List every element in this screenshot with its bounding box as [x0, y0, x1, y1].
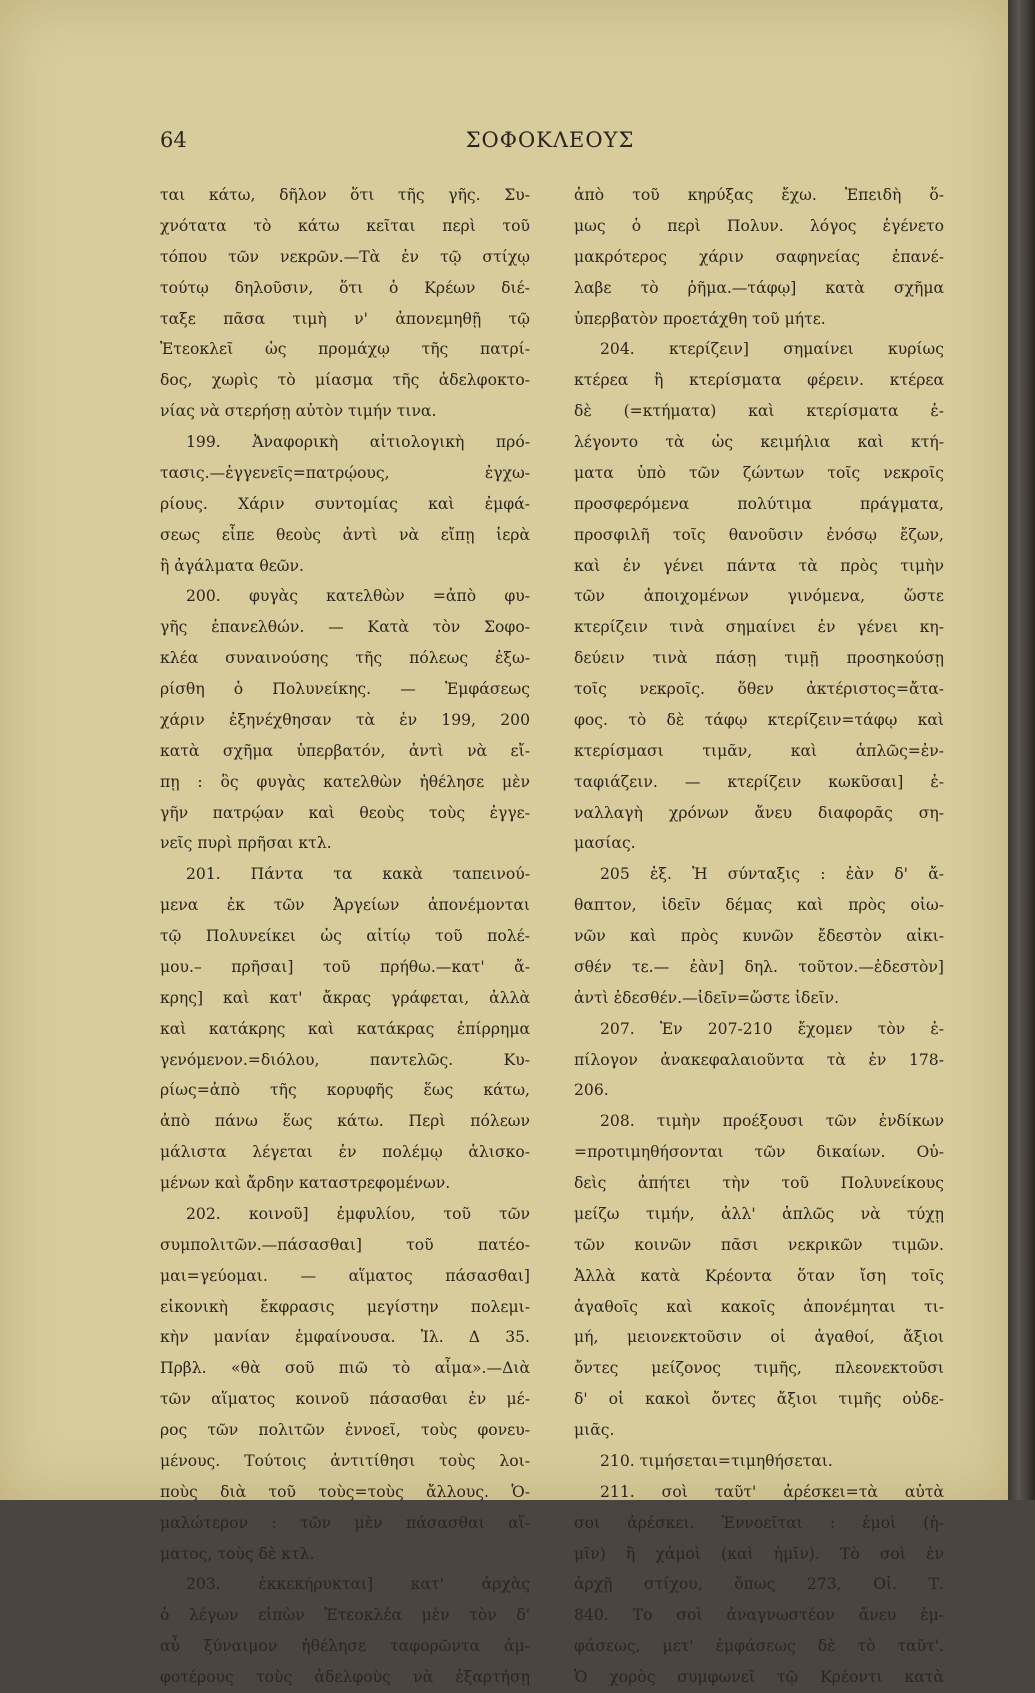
text-line: μάλιστα λέγεται ἐν πολέμῳ ἁλισκο- [160, 1143, 530, 1162]
text-line: 201. Πάντα τα κακὰ ταπεινού- [186, 865, 530, 884]
text-line: ματα ὑπὸ τῶν ζώντων τοῖς νεκροῖς [574, 463, 944, 482]
text-line: φος. τὸ δὲ τάφῳ κτερίζειν=τάφῳ καὶ [574, 710, 944, 729]
text-line: μαι=γεύομαι. — αἵματος πάσασθαι] [160, 1266, 530, 1285]
text-line: γενόμενον.=διόλου, παντελῶς. Κυ- [160, 1050, 530, 1069]
text-line: μενα ἐκ τῶν Ἀργείων ἀπονέμονται [160, 896, 530, 915]
text-line: Πρβλ. «θὰ σοῦ πιῶ τὸ αἷμα».—Διὰ [160, 1359, 530, 1378]
text-line: μαλώτερον : τῶν μὲν πάσασθαι αἵ- [160, 1513, 530, 1532]
text-line: 200. φυγὰς κατελθὼν =ἀπὸ φυ- [186, 587, 530, 606]
text-line: λαβε τὸ ῥῆμα.—τάφῳ] κατὰ σχῆμα [574, 278, 944, 297]
text-line: ρίως=ἀπὸ τῆς κορυφῆς ἕως κάτω, [160, 1081, 530, 1100]
text-line: λέγοντο τὰ ὡς κειμήλια καὶ κτή- [574, 433, 944, 451]
text-line: τοῖς νεκροῖς. ὅθεν ἀκτέριστος=ἄτα- [574, 680, 944, 698]
text-line: καὶ κατάκρης καὶ κατάκρας ἐπίρρημα [160, 1019, 530, 1038]
text-line: προσφερόμενα πολύτιμα πράγματα, [574, 494, 944, 513]
text-line: Ὁ χορὸς συμφωνεῖ τῷ Κρέοντι κατὰ [574, 1668, 944, 1686]
text-line: ὄντες μείζονος τιμῆς, πλεονεκτοῦσι [574, 1359, 944, 1378]
text-line: δος, χωρὶς τὸ μίασμα τῆς ἀδελφοκτο- [160, 371, 530, 390]
text-line: 211. σοὶ ταῦτ' ἀρέσκει=τὰ αὐτὰ [600, 1482, 944, 1501]
text-line: 207. Ἐν 207-210 ἔχομεν τὸν ἐ- [600, 1019, 944, 1038]
text-line: νίας νὰ στερήσῃ αὐτὸν τιμήν τινα. [160, 402, 437, 421]
text-line: 202. κοινοῦ] ἐμφυλίου, τοῦ τῶν [186, 1204, 530, 1223]
text-line: αὖ ξύναιμον ἠθέλησε ταφορῶντα ἀμ- [160, 1637, 530, 1656]
text-line: μῖν) ἢ χἀμοὶ (καὶ ἡμῖν). Τὸ σοὶ ἐν [574, 1544, 944, 1563]
text-line: τῶν κοινῶν πᾶσι νεκρικῶν τιμῶν. [574, 1235, 944, 1254]
right-column [574, 180, 944, 1693]
text-line: προσφιλῆ τοῖς θανοῦσιν ἐνόσῳ ἔζων, [574, 525, 944, 544]
text-line: Ἐτεοκλεῖ ὡς προμάχῳ τῆς πατρί- [160, 340, 530, 359]
text-line: πῃ : ὃς φυγὰς κατελθὼν ἠθέλησε μὲν [160, 772, 530, 791]
text-line: γῆν πατρῴαν καὶ θεοὺς τοὺς ἐγγε- [160, 803, 530, 822]
running-title: ΣΟΦΟΚΛΕΟΥΣ [465, 128, 635, 152]
text-line: καὶ ἐν γένει πάντα τὰ πρὸς τιμὴν [574, 556, 944, 575]
text-line: ἀγαθοῖς καὶ κακοῖς ἀπονέμηται τι- [574, 1297, 944, 1316]
text-line: μένων καὶ ἄρδην καταστρεφομένων. [160, 1174, 451, 1192]
text-line: 205 ἑξ. Ἡ σύνταξις : ἐὰν δ' ἄ- [600, 865, 944, 884]
text-line: μένους. Τούτοις ἀντιτίθησι τοὺς λοι- [160, 1451, 530, 1470]
text-line: μασίας. [574, 834, 636, 853]
text-line: φάσεως, μετ' ἐμφάσεως δὲ τὸ ταῦτ'. [574, 1637, 944, 1656]
text-line: τούτῳ δηλοῦσιν, ὅτι ὁ Κρέων διέ- [160, 278, 530, 297]
text-line: μακρότερος χάριν σαφηνείας ἐπανέ- [574, 247, 944, 266]
text-line: σεως εἶπε θεοὺς ἀντὶ νὰ εἴπῃ ἱερὰ [160, 525, 530, 544]
text-line: 204. κτερίζειν] σημαίνει κυρίως [600, 340, 944, 359]
text-line: 199. Ἀναφορικὴ αἰτιολογικὴ πρό- [186, 433, 530, 451]
text-line: σθέν τε.— ἐὰν] δηλ. τοῦτον.—ἐδεστὸν] [574, 957, 944, 976]
left-column [160, 180, 530, 1693]
text-line: =προτιμηθήσονται τῶν δικαίων. Οὐ- [574, 1143, 944, 1162]
text-line: ἀπὸ πάνω ἕως κάτω. Περὶ πόλεων [160, 1112, 530, 1131]
text-line: κτέρεα ἢ κτερίσματα φέρειν. κτέρεα [574, 371, 944, 390]
text-line: 840. Το σοὶ ἀναγνωστέον ἄνευ ἐμ- [574, 1606, 944, 1625]
text-line: δ' οἱ κακοὶ ὄντες ἄξιοι τιμῆς οὐδε- [574, 1390, 944, 1409]
page-number: 64 [160, 128, 187, 152]
text-line: χνότατα τὸ κάτω κεῖται περὶ τοῦ [160, 216, 530, 235]
text-line: κτερίσμασι τιμᾶν, καὶ ἁπλῶς=ἐν- [574, 741, 944, 760]
text-line: τασις.—ἐγγενεῖς=πατρῴους, ἐγχω- [160, 463, 530, 482]
text-line: τῶν ἀποιχομένων γινόμενα, ὥστε [574, 587, 944, 606]
text-line: ἀπὸ τοῦ κηρύξας ἔχω. Ἐπειδὴ ὅ- [574, 186, 944, 204]
text-line: εἰκονικὴ ἔκφρασις μεγίστην πολεμι- [160, 1297, 530, 1316]
page-header [160, 128, 940, 162]
text-line: συμπολιτῶν.—πάσασθαι] τοῦ πατέο- [160, 1235, 530, 1254]
text-line: κλέα συναινούσης τῆς πόλεως ἐξω- [160, 649, 530, 668]
text-line: ταφιάζειν. — κτερίζειν κωκῦσαι] ἐ- [574, 772, 944, 791]
text-line: σοι ἀρέσκει. Ἐννοεῖται : ἐμοὶ (ἡ- [574, 1513, 944, 1532]
text-line: πίλογον ἀνακεφαλαιοῦντα τὰ ἐν 178- [574, 1050, 944, 1069]
text-line: κτερίζειν τινὰ σημαίνει ἐν γένει κη- [574, 618, 944, 637]
text-line: μου.– πρῆσαι] τοῦ πρήθω.—κατ' ἄ- [160, 957, 530, 976]
text-line: θαπτον, ἰδεῖν δέμας καὶ πρὸς οἰω- [574, 896, 944, 915]
text-line: μείζω τιμήν, ἀλλ' ἁπλῶς νὰ τύχῃ [574, 1204, 944, 1223]
text-line: δεύειν τινὰ πάσῃ τιμῇ προσηκούσῃ [574, 649, 944, 668]
text-line: ὁ λέγων εἰπὼν Ἐτεοκλέα μὲν τὸν δ' [160, 1606, 530, 1625]
text-line: ποὺς διὰ τοῦ τοὺς=τοὺς ἄλλους. Ὁ- [160, 1482, 530, 1501]
text-line: 210. τιμήσεται=τιμηθήσεται. [600, 1451, 833, 1470]
text-line: ταξε πᾶσα τιμὴ ν' ἀπονεμηθῇ τῷ [160, 309, 530, 328]
text-line: ναλλαγὴ χρόνων ἄνευ διαφορᾶς ση- [574, 803, 944, 822]
text-line: κὴν μανίαν ἐμφαίνουσα. Ἰλ. Δ 35. [160, 1328, 530, 1347]
text-line: ρίους. Χάριν συντομίας καὶ ἐμφά- [160, 494, 530, 513]
text-line: γῆς ἐπανελθών. — Κατὰ τὸν Σοφο- [160, 618, 530, 637]
text-line: τόπου τῶν νεκρῶν.—Τὰ ἐν τῷ στίχῳ [160, 247, 530, 266]
text-line: τῶν αἵματος κοινοῦ πάσασθαι ἐν μέ- [160, 1390, 530, 1409]
text-line: ται κάτω, δῆλον ὅτι τῆς γῆς. Συ- [160, 186, 530, 204]
text-line: τῷ Πολυνείκει ὡς αἰτίῳ τοῦ πολέ- [160, 927, 530, 945]
text-line: ἢ ἀγάλματα θεῶν. [160, 556, 304, 575]
text-line: φοτέρους τοὺς ἀδελφοὺς νὰ ἐξαρτήσῃ [160, 1668, 530, 1686]
text-line: ἀρχῇ στίχου, ὅπως 273, Οἰ. Τ. [574, 1575, 944, 1594]
text-line: 203. ἐκκεκήρυκται] κατ' ἀρχὰς [186, 1575, 530, 1594]
text-line: κατὰ σχῆμα ὑπερβατόν, ἀντὶ νὰ εἴ- [160, 741, 530, 760]
text-line: μιᾶς. [574, 1421, 615, 1439]
text-line: χάριν ἐξηνέχθησαν τὰ ἐν 199, 200 [160, 710, 530, 729]
text-line: νῶν καὶ πρὸς κυνῶν ἔδεστὸν αἰκι- [574, 927, 944, 945]
text-line: ἀντὶ ἐδεσθέν.—ἰδεῖν=ὥστε ἰδεῖν. [574, 988, 840, 1007]
text-line: μή, μειονεκτοῦσιν οἱ ἀγαθοί, ἄξιοι [574, 1328, 944, 1347]
text-line: κρης] καὶ κατ' ἄκρας γράφεται, ἀλλὰ [160, 988, 530, 1007]
text-line: ρος τῶν πολιτῶν ἐννοεῖ, τοὺς φονευ- [160, 1421, 530, 1439]
text-line: ρίσθη ὁ Πολυνείκης. — Ἐμφάσεως [160, 680, 530, 698]
text-line: 206. [574, 1081, 609, 1100]
text-line: Ἀλλὰ κατὰ Κρέοντα ὅταν ἴση τοῖς [574, 1266, 944, 1285]
text-line: νεῖς πυρὶ πρῆσαι κτλ. [160, 834, 332, 853]
text-line: δὲ (=κτήματα) καὶ κτερίσματα ἐ- [574, 402, 944, 421]
text-line: ὑπερβατὸν προετάχθη τοῦ μήτε. [574, 309, 826, 328]
text-line: μως ὁ περὶ Πολυν. λόγος ἐγένετο [574, 216, 944, 235]
text-line: δεὶς ἀπήτει τὴν τοῦ Πολυνείκους [574, 1174, 944, 1192]
text-line: ματος, τοὺς δὲ κτλ. [160, 1544, 315, 1563]
text-line: 208. τιμὴν προέξουσι τῶν ἐνδίκων [600, 1112, 944, 1131]
book-spine [1008, 0, 1035, 1500]
